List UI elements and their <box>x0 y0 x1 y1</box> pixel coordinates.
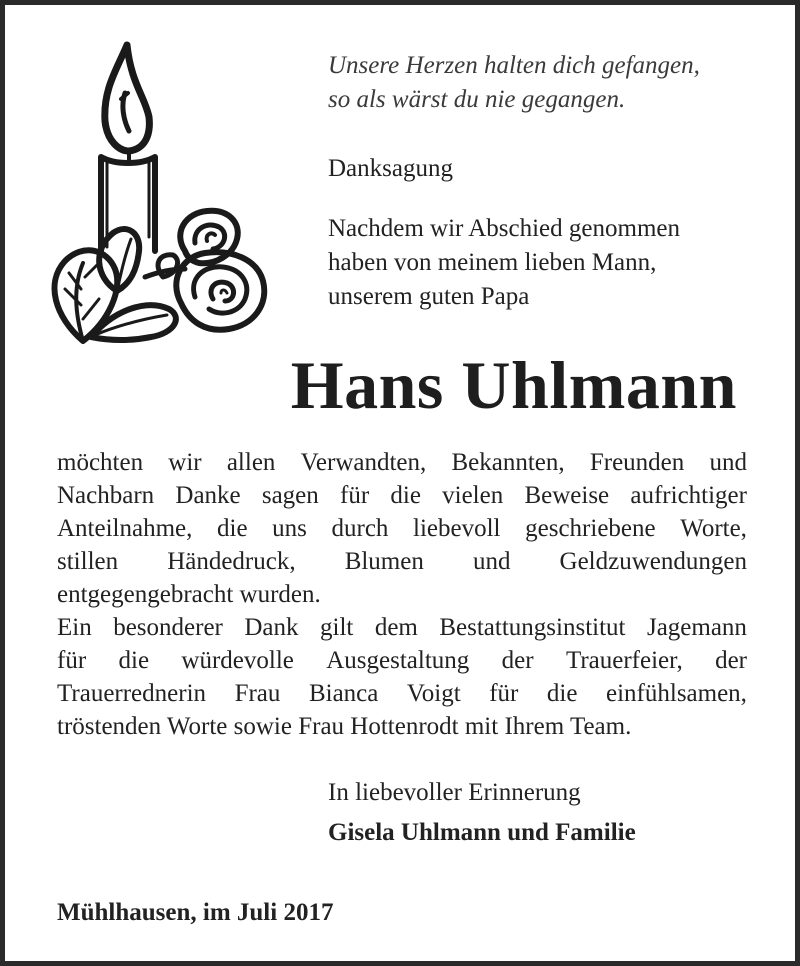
word: uns <box>272 515 307 542</box>
body-line: entgegengebracht wurden. <box>57 581 321 608</box>
word: Blumen <box>344 548 424 575</box>
word: Händedruck, <box>167 548 296 575</box>
word: Worte, <box>680 515 747 542</box>
word: Ein <box>57 614 92 641</box>
word: Frau <box>234 680 281 707</box>
word: durch <box>331 515 389 542</box>
word: für <box>489 680 519 707</box>
word: sagen <box>261 482 319 509</box>
body-line <box>57 446 747 479</box>
body-line <box>57 512 747 545</box>
word: Beweise <box>524 482 610 509</box>
word: Bekannten, <box>451 449 565 476</box>
thanks-line: tröstenden Worte sowie Frau Hottenrodt mit Ihrem Team. <box>57 713 632 740</box>
word: wir <box>168 449 202 476</box>
place-and-date: Mühlhausen, im Juli 2017 <box>57 899 334 926</box>
intro-line: Nachdem wir Abschied genommen <box>328 215 680 242</box>
body-line <box>57 479 747 512</box>
word: allen <box>226 449 276 476</box>
quote-line: so als wärst du nie gegangen. <box>328 86 626 113</box>
intro-text <box>328 212 680 314</box>
word: für <box>340 482 370 509</box>
candle-with-rose-and-leaves-icon <box>35 37 275 359</box>
word: Freunden <box>589 449 685 476</box>
word: stillen <box>57 548 119 575</box>
word: vielen <box>442 482 504 509</box>
thanks-line <box>57 677 747 710</box>
word: Voigt <box>406 680 461 707</box>
thanks-line <box>57 611 747 644</box>
quote-line: Unsere Herzen halten dich gefangen, <box>328 52 700 79</box>
word: Verwandten, <box>300 449 427 476</box>
in-memory-text: In liebevoller Erinnerung <box>328 779 581 806</box>
word: Jagemann <box>646 614 747 641</box>
word: Dank <box>244 614 299 641</box>
word: Danke <box>175 482 241 509</box>
word: Anteilnahme, <box>57 515 193 542</box>
word: dem <box>374 614 418 641</box>
word: Ausgestaltung <box>326 647 470 674</box>
word: Bianca <box>308 680 379 707</box>
word: und <box>709 449 747 476</box>
word: und <box>472 548 511 575</box>
word: der <box>501 647 534 674</box>
word: liebevoll <box>413 515 501 542</box>
word: für <box>57 647 87 674</box>
word: die <box>217 515 248 542</box>
family-signature: Gisela Uhlmann und Familie <box>328 819 636 846</box>
word: möchten <box>57 449 144 476</box>
word: gilt <box>320 614 354 641</box>
thanks-body <box>57 446 747 743</box>
intro-line: unserem guten Papa <box>328 283 530 310</box>
word: die <box>118 647 150 674</box>
word: einfühlsamen, <box>606 680 747 707</box>
word: Nachbarn <box>57 482 155 509</box>
notice-heading: Danksagung <box>328 155 453 182</box>
word: geschriebene <box>525 515 656 542</box>
word: die <box>390 482 421 509</box>
intro-line: haben von meinem lieben Mann, <box>328 249 657 276</box>
word: Trauerfeier, <box>565 647 683 674</box>
word: die <box>546 680 578 707</box>
memorial-quote <box>328 49 768 117</box>
deceased-name: Hans Uhlmann <box>290 347 737 423</box>
word: Bestattungsinstitut <box>439 614 626 641</box>
word: Geldzuwendungen <box>559 548 747 575</box>
word: der <box>715 647 747 674</box>
thanks-line <box>57 644 747 677</box>
body-line <box>57 545 747 578</box>
word: besonderer <box>113 614 223 641</box>
word: würdevolle <box>181 647 294 674</box>
word: Trauerrednerin <box>57 680 207 707</box>
word: aufrichtiger <box>630 482 747 509</box>
